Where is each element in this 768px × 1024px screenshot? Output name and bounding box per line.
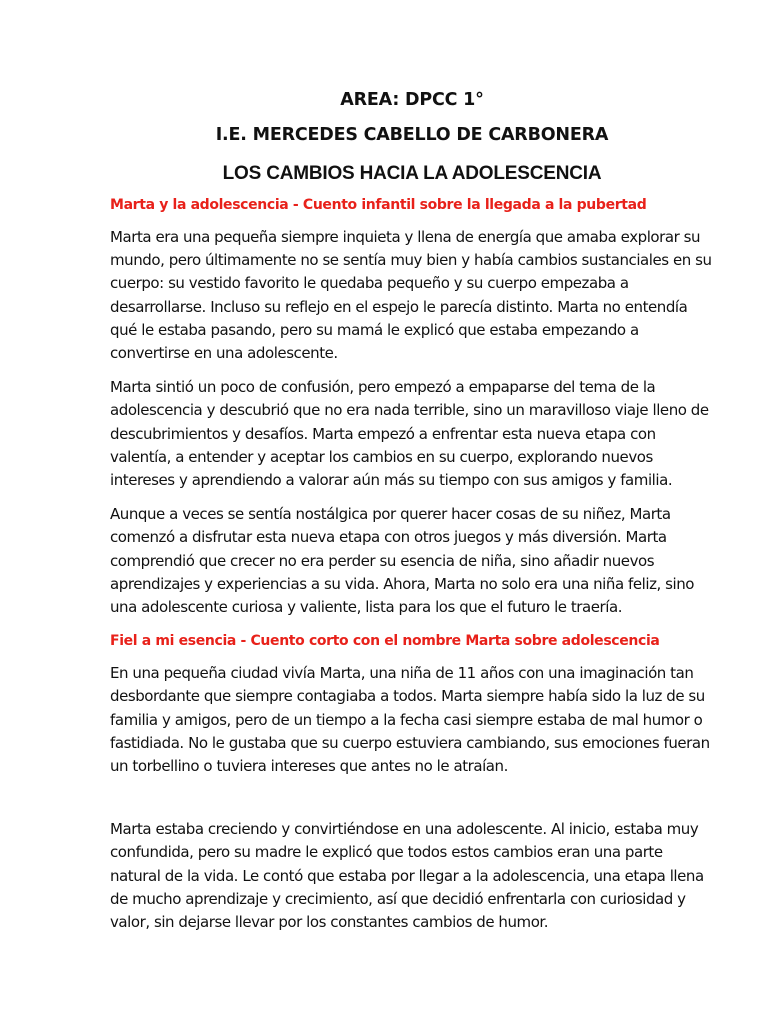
document-page	[110, 86, 714, 945]
story-section-1	[110, 194, 714, 619]
paragraph: Marta era una pequeña siempre inquieta y llena de energía que amaba explorar su mundo, pero últimamente no se sentía muy bien y había cambios sustanciales en su cuerpo: su vestido favorito le quedaba pequeño y su cuerpo empezaba a desarrollarse. Incluso su reflejo en el espejo le parecía distinto. Marta no entendía qué le estaba pasando, pero su mamá le explicó que estaba empezando a convertirse en una adolescente.	[110, 228, 712, 363]
section-heading: Fiel a mi esencia - Cuento corto con el nombre Marta sobre adolescencia	[110, 633, 660, 650]
paragraph: Marta estaba creciendo y convirtiéndose en una adolescente. Al inicio, estaba muy confundida, pero su madre le explicó que todos estos cambios eran una parte natural de la vida. Le contó que estaba por llegar a la adolescencia, una etapa llena de mucho aprendizaje y crecimiento, así que decidió enfrentarla con curiosidad y valor, sin dejarse llevar por los constantes cambios de humor.	[110, 820, 704, 932]
topic-title: LOS CAMBIOS HACIA LA ADOLESCENCIA	[222, 163, 602, 184]
section-heading: Marta y la adolescencia - Cuento infantil sobre la llegada a la pubertad	[110, 197, 647, 213]
school-title: I.E. MERCEDES CABELLO DE CARBONERA	[215, 125, 609, 145]
area-title: AREA: DPCC 1°	[340, 90, 484, 110]
paragraph: En una pequeña ciudad vivía Marta, una niña de 11 años con una imaginación tan desbordante que siempre contagiaba a todos. Marta siempre había sido la luz de su familia y amigos, pero de un tiempo a la fecha casi siempre estaba de mal humor o fastidiada. No le gustaba que su cuerpo estuviera cambiando, sus emociones fueran un torbellino o tuviera intereses que antes no le atraían.	[110, 664, 710, 776]
paragraph: Marta sintió un poco de confusión, pero empezó a empaparse del tema de la adolescencia y descubrió que no era nada terrible, sino un maravilloso viaje lleno de descubrimientos y desafíos. Marta empezó a enfrentar esta nueva etapa con valentía, a entender y aceptar los cambios en su cuerpo, explorando nuevos intereses y aprendiendo a valorar aún más su tiempo con sus amigos y familia.	[110, 378, 709, 490]
story-section-2	[110, 630, 714, 934]
paragraph: Aunque a veces se sentía nostálgica por querer hacer cosas de su niñez, Marta comenzó a disfrutar esta nueva etapa con otros juegos y más diversión. Marta comprendió que crecer no era perder su esencia de niña, sino añadir nuevos aprendizajes y experiencias a su vida. Ahora, Marta no solo era una niña feliz, sino una adolescente curiosa y valiente, lista para los que el futuro le traería.	[110, 505, 694, 617]
